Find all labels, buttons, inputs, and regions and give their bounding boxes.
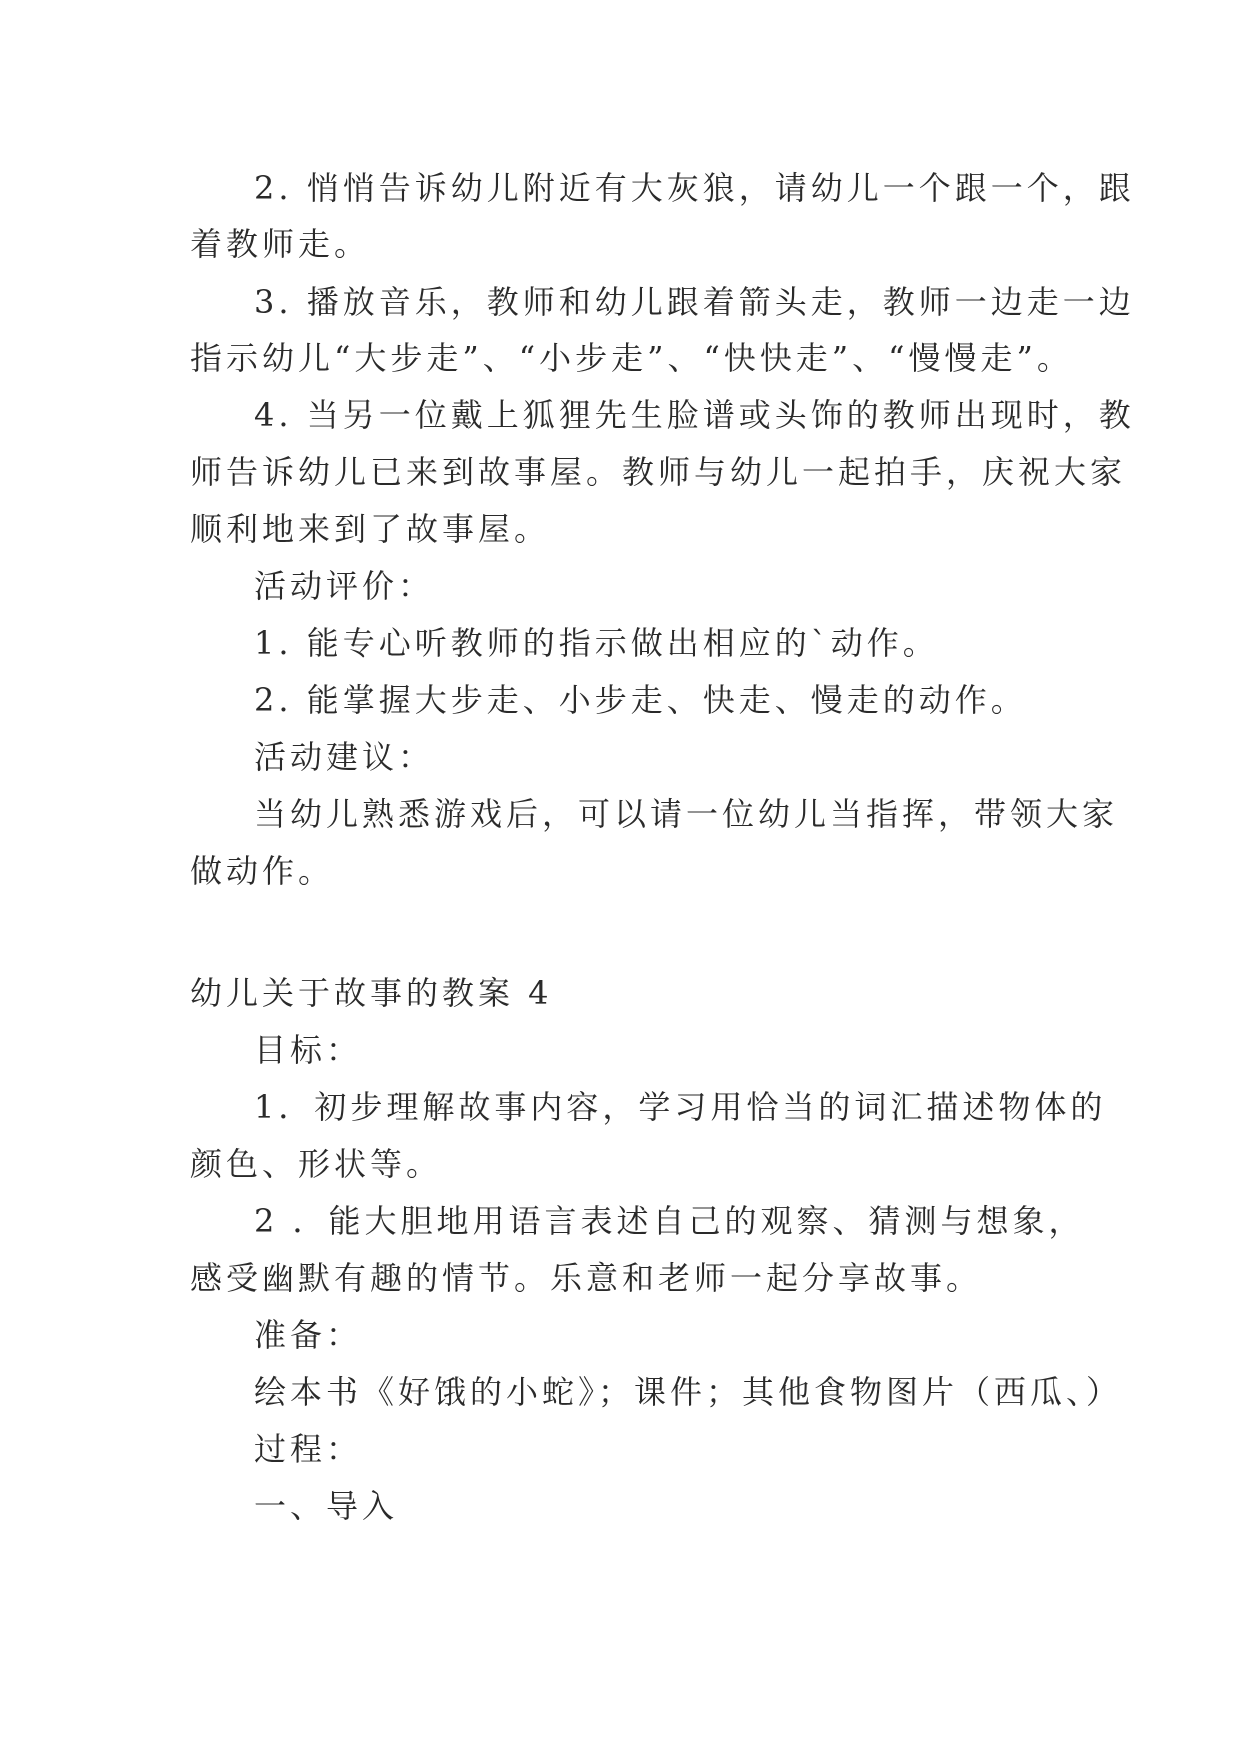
section-heading: 一、导入 xyxy=(254,1487,399,1525)
paragraph-line: 着教师走。 xyxy=(190,225,371,263)
document-title: 幼儿关于故事的教案 4 xyxy=(190,974,553,1012)
section-heading: 目标： xyxy=(254,1031,363,1069)
paragraph-line: 做动作。 xyxy=(190,852,335,890)
paragraph-line: 颜色、形状等。 xyxy=(190,1145,443,1183)
paragraph-line: 感受幽默有趣的情节。乐意和老师一起分享故事。 xyxy=(190,1259,983,1297)
paragraph-line: 1．初步理解故事内容，学习用恰当的词汇描述物体的 xyxy=(254,1088,1107,1126)
paragraph-line: 2. 悄悄告诉幼儿附近有大灰狼，请幼儿一个跟一个，跟 xyxy=(254,169,1135,207)
paragraph-line: 2 ．能大胆地用语言表述自己的观察、猜测与想象， xyxy=(254,1202,1085,1240)
paragraph-line: 3. 播放音乐，教师和幼儿跟着箭头走，教师一边走一边 xyxy=(254,283,1135,321)
section-heading: 过程： xyxy=(254,1430,363,1468)
paragraph-line: 绘本书《好饿的小蛇》；课件；其他食物图片（西瓜、） xyxy=(254,1373,1123,1411)
section-heading: 活动建议： xyxy=(254,738,435,776)
paragraph-line: 4. 当另一位戴上狐狸先生脸谱或头饰的教师出现时，教 xyxy=(254,396,1135,434)
paragraph-line: 师告诉幼儿已来到故事屋。教师与幼儿一起拍手，庆祝大家 xyxy=(190,453,1127,491)
paragraph-line: 1. 能专心听教师的指示做出相应的`动作。 xyxy=(254,624,939,662)
paragraph-line: 指示幼儿“大步走”、“小步走”、“快快走”、“慢慢走”。 xyxy=(190,339,1073,377)
section-heading: 活动评价： xyxy=(254,567,435,605)
paragraph-line: 2. 能掌握大步走、小步走、快走、慢走的动作。 xyxy=(254,681,1027,719)
paragraph-line: 当幼儿熟悉游戏后，可以请一位幼儿当指挥，带领大家 xyxy=(254,795,1119,833)
paragraph-line: 顺利地来到了故事屋。 xyxy=(190,510,551,548)
section-heading: 准备： xyxy=(254,1316,363,1354)
